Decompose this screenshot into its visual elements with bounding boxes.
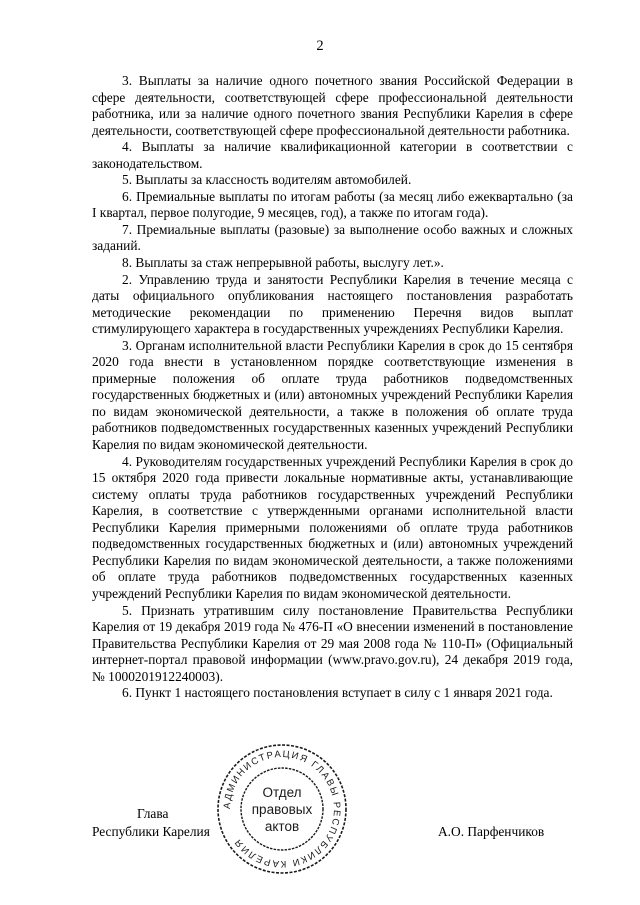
signatory-title-line2: Республики Карелия — [92, 824, 210, 839]
official-stamp — [214, 741, 350, 877]
paragraph: 8. Выплаты за стаж непрерывной работы, выслугу лет.». — [122, 255, 444, 271]
paragraph: 5. Признать утратившим силу постановление Правительства Республики Карелия от 19 декабря 2019 года № 476-П «О внесении изменений в постановление Правительства Республики Карелия от 29 мая 2008 года № 110-П» (Официальный интернет-портал правовой информации (www.pravo.gov.ru), 24 декабря 2019 года, № 1000201912240003). — [92, 602, 573, 684]
stamp-line: правовых — [251, 802, 313, 817]
paragraph: 3. Выплаты за наличие одного почетного звания Российской Федерации в сфере деятельности, соответствующей сфере профессиональной деятельности работника, или за наличие одного почетного звания Республики Карелия в сфере деятельности, соответствующей сфере профессиональной деятельности работника. — [92, 73, 573, 138]
signatory-name: А.О. Парфенчиков — [438, 824, 545, 839]
paragraph: 3. Органам исполнительной власти Республики Карелия в срок до 15 сентября 2020 года внести в установленном порядке соответствующие изменения в примерные положения об оплате труда работников подведомственных государственных бюджетных и (или) автономных учреждений Республики Карелия по видам экономической деятельности, а также в положения об оплате труда работников подведомственных государственных казенных учреждений Республики Карелия по видам экономической деятельности. — [92, 337, 573, 453]
paragraph: 4. Выплаты за наличие квалификационной категории в соответствии с законодательством. — [92, 139, 573, 171]
paragraph: 2. Управлению труда и занятости Республики Карелия в течение месяца с даты официального опубликования настоящего постановления разработать методические рекомендации по применению Перечня видов выплат стимулирующего характера в государственных учреждениях Республики Карелия. — [92, 271, 573, 337]
paragraph: 7. Премиальные выплаты (разовые) за выполнение особо важных и сложных заданий. — [92, 221, 573, 254]
stamp-line: актов — [264, 819, 300, 834]
page-number: 2 — [316, 38, 324, 54]
signatory-title-line1: Глава — [137, 806, 169, 821]
stamp-line: Отдел — [262, 785, 302, 800]
paragraph: 6. Премиальные выплаты по итогам работы (за месяц либо ежеквартально (за I квартал, первое полугодие, 9 месяцев, год), а также по итогам года). — [92, 188, 573, 221]
paragraph: 6. Пункт 1 настоящего постановления вступает в силу с 1 января 2021 года. — [122, 685, 553, 701]
document-body — [92, 73, 573, 702]
stamp-ring-text: АДМИНИСТРАЦИЯ ГЛАВЫ РЕСПУБЛИКИ КАРЕЛИЯ — [221, 748, 343, 870]
paragraph: 5. Выплаты за классность водителям автомобилей. — [122, 172, 412, 188]
paragraph: 4. Руководителям государственных учреждений Республики Карелия в срок до 15 октября 2020 года привести локальные нормативные акты, устанавливающие систему оплаты труда работников государственных учреждений Республики Карелия, в соответствие с утвержденными органами исполнительной власти Республики Карелия примерными положениями об оплате труда работников подведомственных государственных бюджетных и (или) автономных учреждений Республики Карелия по видам экономической деятельности, а также положениями об оплате труда работников подведомственных государственных казенных учреждений Республики Карелия по видам экономической деятельности. — [92, 453, 573, 601]
